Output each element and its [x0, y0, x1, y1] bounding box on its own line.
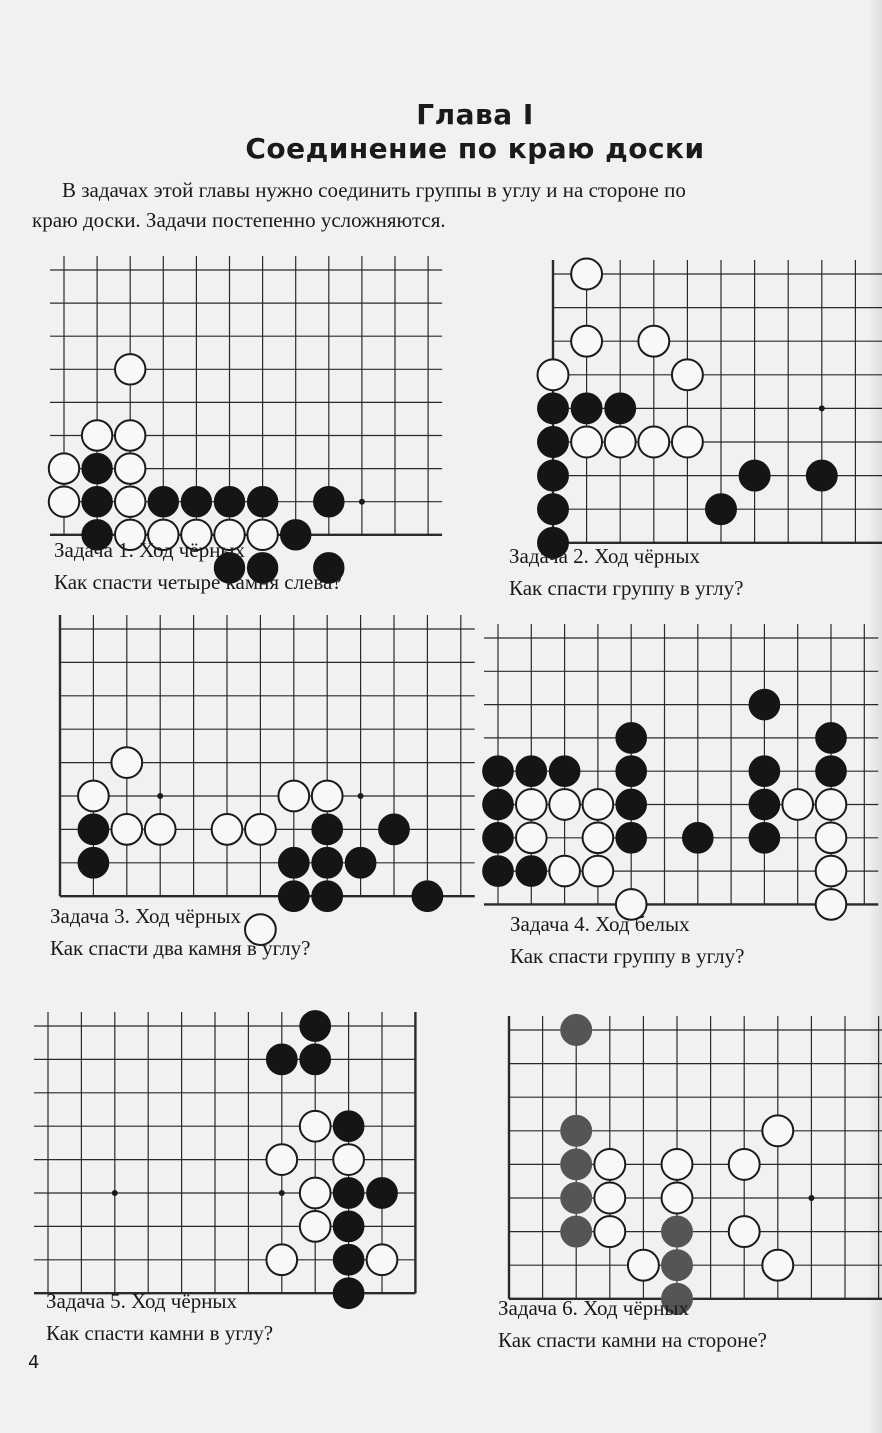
- go-board-problem-4: [482, 622, 882, 907]
- white-stone: [638, 326, 669, 357]
- black-stone: [483, 756, 514, 787]
- hoshi-point: [358, 793, 364, 799]
- black-stone: [616, 822, 647, 853]
- black-stone: [312, 814, 343, 845]
- white-stone: [672, 427, 703, 458]
- black-stone: [538, 393, 569, 424]
- black-stone: [412, 881, 443, 912]
- problem-3-question: Как спасти два камня в углу?: [50, 936, 311, 960]
- white-stone: [300, 1178, 331, 1209]
- black-stone: [538, 494, 569, 525]
- black-stone: [78, 814, 109, 845]
- go-board-problem-2: [537, 258, 882, 538]
- white-stone: [145, 814, 176, 845]
- black-stone: [483, 856, 514, 887]
- hoshi-point: [112, 1190, 118, 1196]
- black-stone: [561, 1183, 592, 1214]
- white-stone: [782, 789, 813, 820]
- page-edge-shadow: [868, 0, 882, 1433]
- problem-2-title: Задача 2. Ход чёрных: [509, 544, 701, 568]
- white-stone: [729, 1149, 760, 1180]
- white-stone: [115, 486, 145, 516]
- black-stone: [483, 789, 514, 820]
- white-stone: [605, 427, 636, 458]
- black-stone: [247, 486, 277, 516]
- black-stone: [300, 1044, 331, 1075]
- white-stone: [49, 486, 79, 516]
- white-stone: [571, 259, 602, 290]
- black-stone: [333, 1111, 364, 1142]
- intro-line-2: краю доски. Задачи постепенно усложняются.: [32, 208, 446, 232]
- black-stone: [367, 1178, 398, 1209]
- black-stone: [214, 486, 244, 516]
- black-stone: [662, 1250, 693, 1281]
- white-stone: [583, 822, 614, 853]
- black-stone: [538, 427, 569, 458]
- white-stone: [571, 427, 602, 458]
- white-stone: [594, 1216, 625, 1247]
- black-stone: [266, 1044, 297, 1075]
- black-stone: [538, 460, 569, 491]
- page-number: 4: [28, 1352, 40, 1373]
- problem-4-title: Задача 4. Ход белых: [510, 912, 690, 936]
- problem-6-question: Как спасти камни на стороне?: [498, 1328, 768, 1352]
- black-stone: [312, 881, 343, 912]
- white-stone: [594, 1149, 625, 1180]
- black-stone: [333, 1211, 364, 1242]
- white-stone: [816, 856, 847, 887]
- black-stone: [516, 756, 547, 787]
- black-stone: [749, 689, 780, 720]
- white-stone: [816, 889, 847, 920]
- white-stone: [300, 1111, 331, 1142]
- white-stone: [111, 814, 142, 845]
- problem-6-caption: [498, 1292, 767, 1356]
- go-board-problem-1: [48, 254, 443, 526]
- white-stone: [672, 359, 703, 390]
- white-stone: [266, 1244, 297, 1275]
- go-board-problem-3: [44, 613, 464, 898]
- problem-5-title: Задача 5. Ход чёрных: [46, 1289, 238, 1313]
- white-stone: [312, 781, 343, 812]
- white-stone: [816, 822, 847, 853]
- chapter-title: Соединение по краю доски: [245, 132, 705, 165]
- white-stone: [816, 789, 847, 820]
- black-stone: [82, 453, 112, 483]
- black-stone: [300, 1011, 331, 1042]
- black-stone: [345, 847, 376, 878]
- white-stone: [111, 747, 142, 778]
- white-stone: [583, 789, 614, 820]
- black-stone: [816, 723, 847, 754]
- white-stone: [115, 453, 145, 483]
- chapter-number: Глава I: [416, 98, 534, 131]
- white-stone: [115, 354, 145, 384]
- white-stone: [82, 420, 112, 450]
- black-stone: [662, 1216, 693, 1247]
- black-stone: [616, 756, 647, 787]
- black-stone: [605, 393, 636, 424]
- intro-line-1: В задачах этой главы нужно соединить группы в углу и на стороне по: [62, 178, 686, 202]
- black-stone: [682, 822, 713, 853]
- black-stone: [749, 756, 780, 787]
- problem-3-caption: [50, 900, 310, 964]
- problem-6-title: Задача 6. Ход чёрных: [498, 1296, 690, 1320]
- white-stone: [729, 1216, 760, 1247]
- white-stone: [300, 1211, 331, 1242]
- white-stone: [638, 427, 669, 458]
- white-stone: [594, 1183, 625, 1214]
- problem-1-title: Задача 1. Ход чёрных: [54, 538, 246, 562]
- black-stone: [561, 1216, 592, 1247]
- black-stone: [181, 486, 211, 516]
- hoshi-point: [279, 1190, 285, 1196]
- hoshi-point: [819, 405, 825, 411]
- black-stone: [314, 486, 344, 516]
- problem-1-caption: [54, 534, 342, 598]
- problem-3-title: Задача 3. Ход чёрных: [50, 904, 242, 928]
- black-stone: [333, 1178, 364, 1209]
- black-stone: [571, 393, 602, 424]
- white-stone: [49, 453, 79, 483]
- problem-5-caption: [46, 1285, 273, 1349]
- black-stone: [561, 1149, 592, 1180]
- problem-2-question: Как спасти группу в углу?: [509, 576, 744, 600]
- black-stone: [806, 460, 837, 491]
- black-stone: [78, 847, 109, 878]
- white-stone: [78, 781, 109, 812]
- black-stone: [278, 847, 309, 878]
- hoshi-point: [157, 793, 163, 799]
- black-stone: [312, 847, 343, 878]
- black-stone: [483, 822, 514, 853]
- white-stone: [538, 359, 569, 390]
- white-stone: [266, 1144, 297, 1175]
- white-stone: [662, 1149, 693, 1180]
- hoshi-point: [808, 1195, 814, 1201]
- white-stone: [367, 1244, 398, 1275]
- white-stone: [628, 1250, 659, 1281]
- black-stone: [333, 1244, 364, 1275]
- black-stone: [706, 494, 737, 525]
- white-stone: [278, 781, 309, 812]
- black-stone: [82, 486, 112, 516]
- white-stone: [516, 822, 547, 853]
- black-stone: [739, 460, 770, 491]
- white-stone: [762, 1250, 793, 1281]
- problem-2-caption: [509, 540, 743, 604]
- white-stone: [212, 814, 243, 845]
- go-board-problem-5: [32, 1010, 447, 1300]
- black-stone: [561, 1015, 592, 1046]
- white-stone: [571, 326, 602, 357]
- black-stone: [148, 486, 178, 516]
- white-stone: [583, 856, 614, 887]
- white-stone: [115, 420, 145, 450]
- black-stone: [749, 822, 780, 853]
- problem-4-caption: [510, 908, 744, 972]
- black-stone: [616, 723, 647, 754]
- black-stone: [379, 814, 410, 845]
- problem-4-question: Как спасти группу в углу?: [510, 944, 745, 968]
- white-stone: [549, 789, 580, 820]
- black-stone: [516, 856, 547, 887]
- black-stone: [816, 756, 847, 787]
- white-stone: [762, 1115, 793, 1146]
- black-stone: [333, 1278, 364, 1309]
- black-stone: [616, 789, 647, 820]
- white-stone: [516, 789, 547, 820]
- white-stone: [662, 1183, 693, 1214]
- white-stone: [549, 856, 580, 887]
- hoshi-point: [359, 499, 365, 505]
- problem-1-question: Как спасти четыре камня слева?: [54, 570, 342, 594]
- go-board-problem-6: [493, 1014, 882, 1304]
- black-stone: [749, 789, 780, 820]
- problem-5-question: Как спасти камни в углу?: [46, 1321, 274, 1345]
- black-stone: [561, 1115, 592, 1146]
- white-stone: [333, 1144, 364, 1175]
- black-stone: [549, 756, 580, 787]
- white-stone: [245, 814, 276, 845]
